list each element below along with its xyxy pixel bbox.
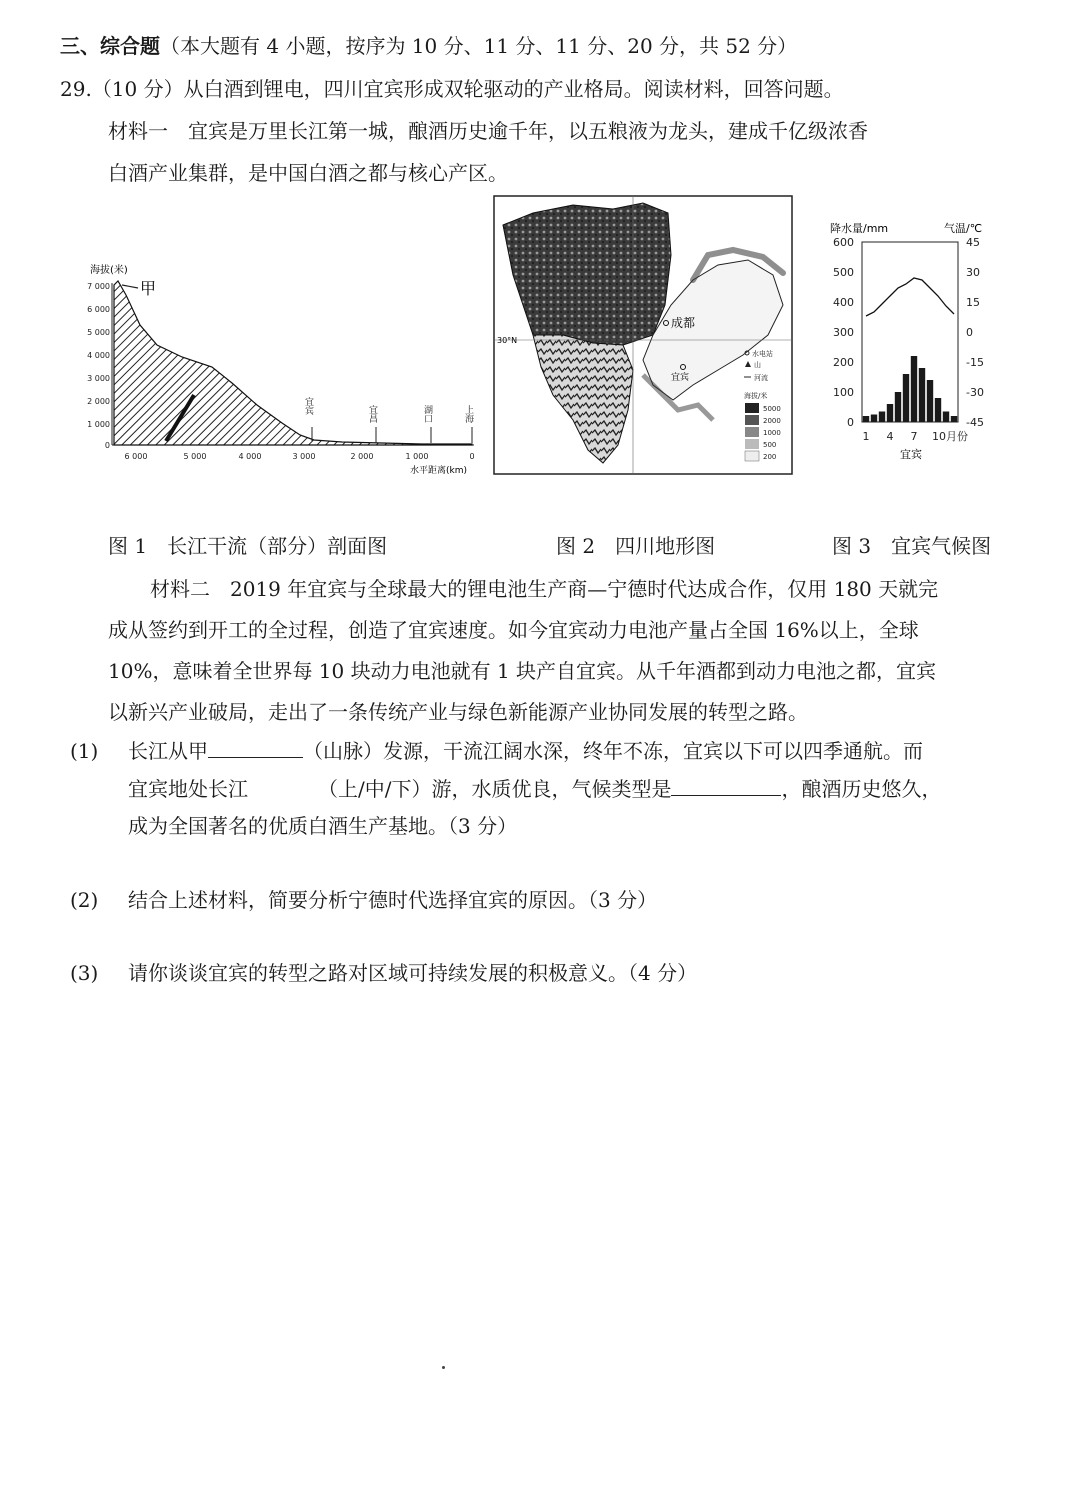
fig3-left-tick: 400 [833,296,854,309]
q1-line3: 成为全国著名的优质白酒生产基地。（3 分） [128,814,518,838]
fig3-right-tick: -30 [966,386,984,399]
fig3-right-tick: 15 [966,296,980,309]
precip-bar [911,356,917,422]
fig1-ytick: 7 000 [87,282,110,291]
map-legend-value: 2000 [763,417,781,425]
fig1-terrain [114,281,472,445]
fig3-x-tick: 7 [910,430,918,443]
fig1-xtick: 3 000 [292,452,316,461]
precip-bar [887,404,893,422]
fig2-caption: 图 2 四川地形图 [556,534,716,558]
fig3-station: 宜宾 [900,448,922,461]
q2-number: (2) [70,888,99,912]
material2-line3: 10%，意味着全世界每 10 块动力电池就有 1 块产自宜宾。从千年酒都到动力电池之都，宜宾 [108,659,937,683]
map-legend-value: 1000 [763,429,781,437]
fig3-left-tick: 500 [833,266,854,279]
fig1-place-yichang: 宜昌 [367,405,377,423]
fig1-caption: 图 1 长江干流（部分）剖面图 [108,534,388,558]
fig1-ytick: 3 000 [87,374,110,383]
fig3-right-tick: 0 [966,326,973,339]
fig1-peak-label: 甲 [140,279,157,298]
fig1-place-yibin: 宜宾 [303,397,313,415]
fig3-caption: 图 3 宜宾气候图 [832,534,992,558]
fig3-left-tick: 600 [833,236,854,249]
q1-text-a: 长江从甲 [128,739,208,763]
precip-bar [879,412,885,423]
precip-bar [935,398,941,422]
fig3-temperature-line [866,278,954,316]
fig1-xtick: 1 000 [405,452,429,461]
section-header [60,32,797,60]
answer-blank-climate[interactable] [671,775,781,796]
fig1-ytick: 6 000 [87,305,110,314]
precip-bar [927,380,933,422]
fig3-x-tick: 10月份 [932,430,968,443]
precip-bar [903,374,909,422]
fig1-ytick: 5 000 [87,328,110,337]
material2-line1: 材料二 2019 年宜宾与全球最大的锂电池生产商—宁德时代达成合作，仅用 180 天就完 [150,577,939,601]
material1-line2: 白酒产业集群，是中国白酒之都与核心产区。 [108,161,508,185]
q1-line2 [128,775,941,803]
fig3-precip-bars [863,356,957,422]
fig1-place-hukou: 湖口 [422,405,432,423]
fig3-right-tick: -15 [966,356,984,369]
fig3-left-tick: 100 [833,386,854,399]
fig1-xtick: 5 000 [183,452,207,461]
material2-line4: 以新兴产业破局，走出了一条传统产业与绿色新能源产业协同发展的转型之路。 [108,700,808,724]
question-number: 29. [60,77,92,101]
map-lat-label: 30°N [497,336,518,345]
map-legend-title: 海拔/米 [744,392,768,400]
material2-line2: 成从签约到开工的全过程，创造了宜宾速度。如今宜宾动力电池产量占全国 16%以上，全球 [108,618,919,642]
precip-bar [871,415,877,423]
fig1-ytick: 4 000 [87,351,110,360]
section-title: 三、综合题 [60,34,160,58]
fig3-left-tick: 0 [847,416,854,429]
scan-speck [442,1366,445,1369]
fig1-ylabel: 海拔(米) [90,265,128,276]
question-stem [60,75,844,103]
question-text: （10 分）从白酒到锂电，四川宜宾形成双轮驱动的产业格局。阅读材料，回答问题。 [91,77,844,101]
material1-line1: 材料一 宜宾是万里长江第一城，酿酒历史逾千年，以五粮液为龙头，建成千亿级浓香 [108,119,868,143]
fig1-place-shanghai: 上海 [463,405,473,423]
fig1-xtick: 6 000 [124,452,148,461]
fig3-right-tick: 30 [966,266,980,279]
fig3-right-tick: -45 [966,416,984,429]
fig3-left-title: 降水量/mm [830,222,889,235]
precip-bar [895,392,901,422]
figure3-climate-chart [822,218,1002,468]
q3-text: 请你谈谈宜宾的转型之路对区域可持续发展的积极意义。（4 分） [128,961,698,985]
map-legend-value: 500 [763,441,777,449]
q1-text-b: （山脉）发源，干流江阔水深，终年不冻，宜宾以下可以四季通航。而 [303,739,923,763]
fig1-xtick: 2 000 [350,452,374,461]
q1-line1 [128,737,923,765]
map-city-chengdu: 成都 [671,316,696,330]
q1-text-e: ，酿酒历史悠久， [781,777,942,801]
fig3-left-tick: 300 [833,326,854,339]
fig3-right-title: 气温/℃ [944,222,983,235]
map-legend-value: 5000 [763,405,781,413]
q1-number: (1) [70,739,99,763]
map-legend-item: 河流 [754,374,768,382]
fig3-right-tick: 45 [966,236,980,249]
answer-blank-mountain[interactable] [208,737,303,758]
fig1-xtick: 0 [469,452,475,461]
q3-number: (3) [70,961,99,985]
answer-blank-reach[interactable] [248,776,318,796]
fig3-left-tick: 200 [833,356,854,369]
fig1-ytick: 2 000 [87,397,110,406]
fig3-x-tick: 1 [862,430,870,443]
figure1-profile [82,255,482,480]
precip-bar [863,416,869,422]
fig1-ytick: 0 [104,441,110,450]
map-legend-item: 水电站 [752,350,773,358]
fig3-x-tick: 4 [886,430,894,443]
section-note: （本大题有 4 小题，按序为 10 分、11 分、11 分、20 分，共 52 分） [160,34,798,58]
precip-bar [943,412,949,423]
fig1-ytick: 1 000 [87,420,110,429]
figure2-map [493,195,793,475]
map-city-yibin: 宜宾 [671,373,690,383]
fig1-xtick: 4 000 [238,452,262,461]
q1-text-d: （上/中/下）游，水质优良，气候类型是 [318,777,672,801]
map-legend-item: 山 [754,361,761,369]
q1-text-c: 宜宾地处长江 [128,777,248,801]
fig1-xlabel: 水平距离(km) [410,466,468,476]
precip-bar [951,416,957,422]
map-legend-value: 200 [763,453,777,461]
precip-bar [919,368,925,422]
q2-text: 结合上述材料，简要分析宁德时代选择宜宾的原因。（3 分） [128,888,658,912]
